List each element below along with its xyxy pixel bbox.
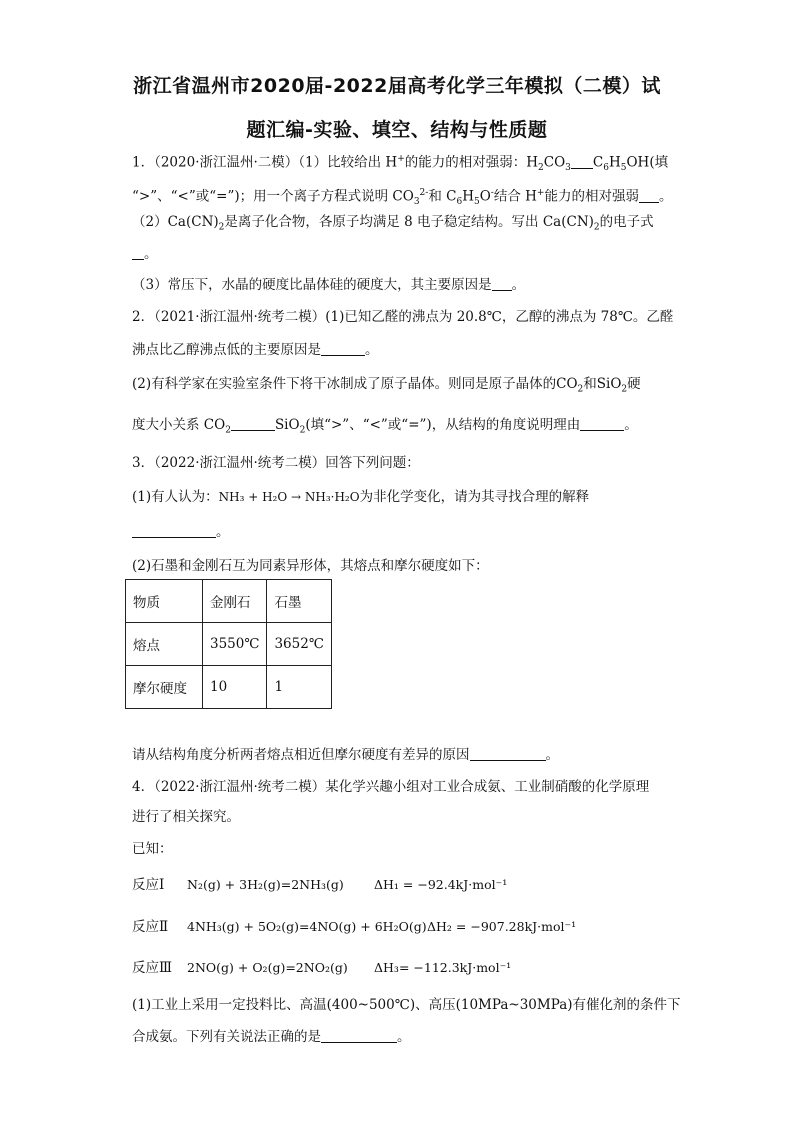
table-row bbox=[126, 623, 332, 666]
table-cell: 1 bbox=[267, 666, 331, 709]
table-header-cell: 石墨 bbox=[267, 580, 331, 623]
reaction-2 bbox=[132, 918, 577, 936]
table-row bbox=[126, 666, 332, 709]
q3-blank-2[interactable] bbox=[470, 746, 546, 761]
q4-line-1: 4．（2022·浙江温州·统考二模）某化学兴趣小组对工业合成氨、工业制硝酸的化学原理 bbox=[132, 779, 650, 795]
q1-blank-2[interactable] bbox=[639, 188, 659, 203]
q4-line-3: 已知： bbox=[132, 841, 173, 857]
q3-equation: NH₃ + H₂O → NH₃·H₂O bbox=[218, 490, 360, 504]
reaction-2-enthalpy: ΔH₂ = −907.28kJ·mol⁻¹ bbox=[427, 919, 577, 934]
table-cell: 3550℃ bbox=[203, 623, 267, 666]
reaction-3-label: 反应Ⅲ bbox=[132, 960, 173, 976]
q3-line-1: 3．（2022·浙江温州·统考二模）回答下列问题： bbox=[132, 455, 420, 471]
q3-line-2: (1)有人认为：NH₃ + H₂O → NH₃·H₂O为非化学变化，请为其寻找合理的解释 bbox=[132, 489, 590, 505]
table-cell: 3652℃ bbox=[267, 623, 331, 666]
q4-blank-1[interactable] bbox=[321, 1028, 397, 1043]
reaction-2-equation: 4NH₃(g) + 5O₂(g)=4NO(g) + 6H₂O(g) bbox=[187, 919, 427, 934]
q2-blank-1[interactable] bbox=[321, 341, 365, 356]
reaction-1-enthalpy: ΔH₁ = −92.4kJ·mol⁻¹ bbox=[374, 877, 508, 892]
table-header-cell: 物质 bbox=[126, 580, 203, 623]
reaction-1 bbox=[132, 876, 508, 894]
reaction-3-enthalpy: ΔH₃= −112.3kJ·mol⁻¹ bbox=[374, 960, 512, 975]
properties-table bbox=[125, 579, 332, 709]
q1-blank-1[interactable] bbox=[571, 154, 593, 169]
q1-line-5: （3）常压下，水晶的硬度比晶体硅的硬度大，其主要原因是 。 bbox=[132, 277, 526, 293]
q1-line-2: “>”、“<”或“=”)；用一个离子方程式说明 $CO_3^{2-}$和 $C_6H_5O^-$结合 H+能力的相对强弱 。 bbox=[132, 188, 673, 208]
table-header-cell: 金刚石 bbox=[203, 580, 267, 623]
q2-line-3: (2)有科学家在实验室条件下将干冰制成了原子晶体。则同是原子晶体的$CO_2$和SiO$_2$硬 bbox=[132, 376, 641, 395]
q3-line-4: (2)石墨和金刚石互为同素异形体，其熔点和摩尔硬度如下： bbox=[132, 558, 489, 574]
q1-line-1: 1．（2020·浙江温州·二模）（1）比较给出 H+的能力的相对强弱：$H_2CO_3$ $C_6H_5OH$(填 bbox=[132, 154, 669, 174]
table-cell: 摩尔硬度 bbox=[126, 666, 203, 709]
q4-line-5: 合成氨。下列有关说法正确的是 。 bbox=[132, 1029, 411, 1045]
q2-line-4: 度大小关系 $CO_2$ SiO$_2$(填“>”、“<”或“=”)，从结构的角度说明理由 。 bbox=[132, 417, 638, 436]
q3-line-3: 。 bbox=[132, 523, 230, 541]
q3-blank-1[interactable] bbox=[132, 523, 216, 538]
q2-line-2: 沸点比乙醇沸点低的主要原因是 。 bbox=[132, 342, 379, 358]
q4-line-2: 进行了相关探究。 bbox=[132, 809, 240, 825]
table-cell: 10 bbox=[203, 666, 267, 709]
q2-blank-3[interactable] bbox=[580, 416, 624, 431]
q2-line-1: 2．（2021·浙江温州·统考二模）(1)已知乙醛的沸点为 20.8℃，乙醇的沸点为 78℃。乙醛 bbox=[132, 309, 674, 325]
reaction-1-equation: N₂(g) + 3H₂(g)=2NH₃(g) bbox=[187, 877, 344, 892]
q4-line-4: (1)工业上采用一定投料比、高温(400~500℃)、高压(10MPa~30MPa)有催化剂的条件下 bbox=[132, 997, 681, 1013]
table-row bbox=[126, 580, 332, 623]
title-line-1: 浙江省温州市2020届-2022届高考化学三年模拟（二模）试 bbox=[133, 75, 661, 97]
q1-blank-3[interactable] bbox=[132, 245, 144, 260]
q1-line-3: $(2)Ca(CN)_2$是离子化合物，各原子均满足 8 电子稳定结构。写出 $Ca(CN)_2$的电子式 bbox=[132, 214, 654, 233]
reaction-3-equation: 2NO(g) + O₂(g)=2NO₂(g) bbox=[187, 960, 348, 975]
reaction-3 bbox=[132, 959, 512, 977]
title-line-2: 题汇编-实验、填空、结构与性质题 bbox=[246, 119, 548, 141]
q1-line-4: 。 bbox=[132, 245, 158, 263]
table-cell: 熔点 bbox=[126, 623, 203, 666]
reaction-1-label: 反应Ⅰ bbox=[132, 877, 165, 893]
q1-blank-4[interactable] bbox=[492, 276, 512, 291]
q2-blank-2[interactable] bbox=[231, 416, 275, 431]
reaction-2-label: 反应Ⅱ bbox=[132, 919, 169, 935]
q3-line-5: 请从结构角度分析两者熔点相近但摩尔硬度有差异的原因 。 bbox=[132, 747, 559, 763]
